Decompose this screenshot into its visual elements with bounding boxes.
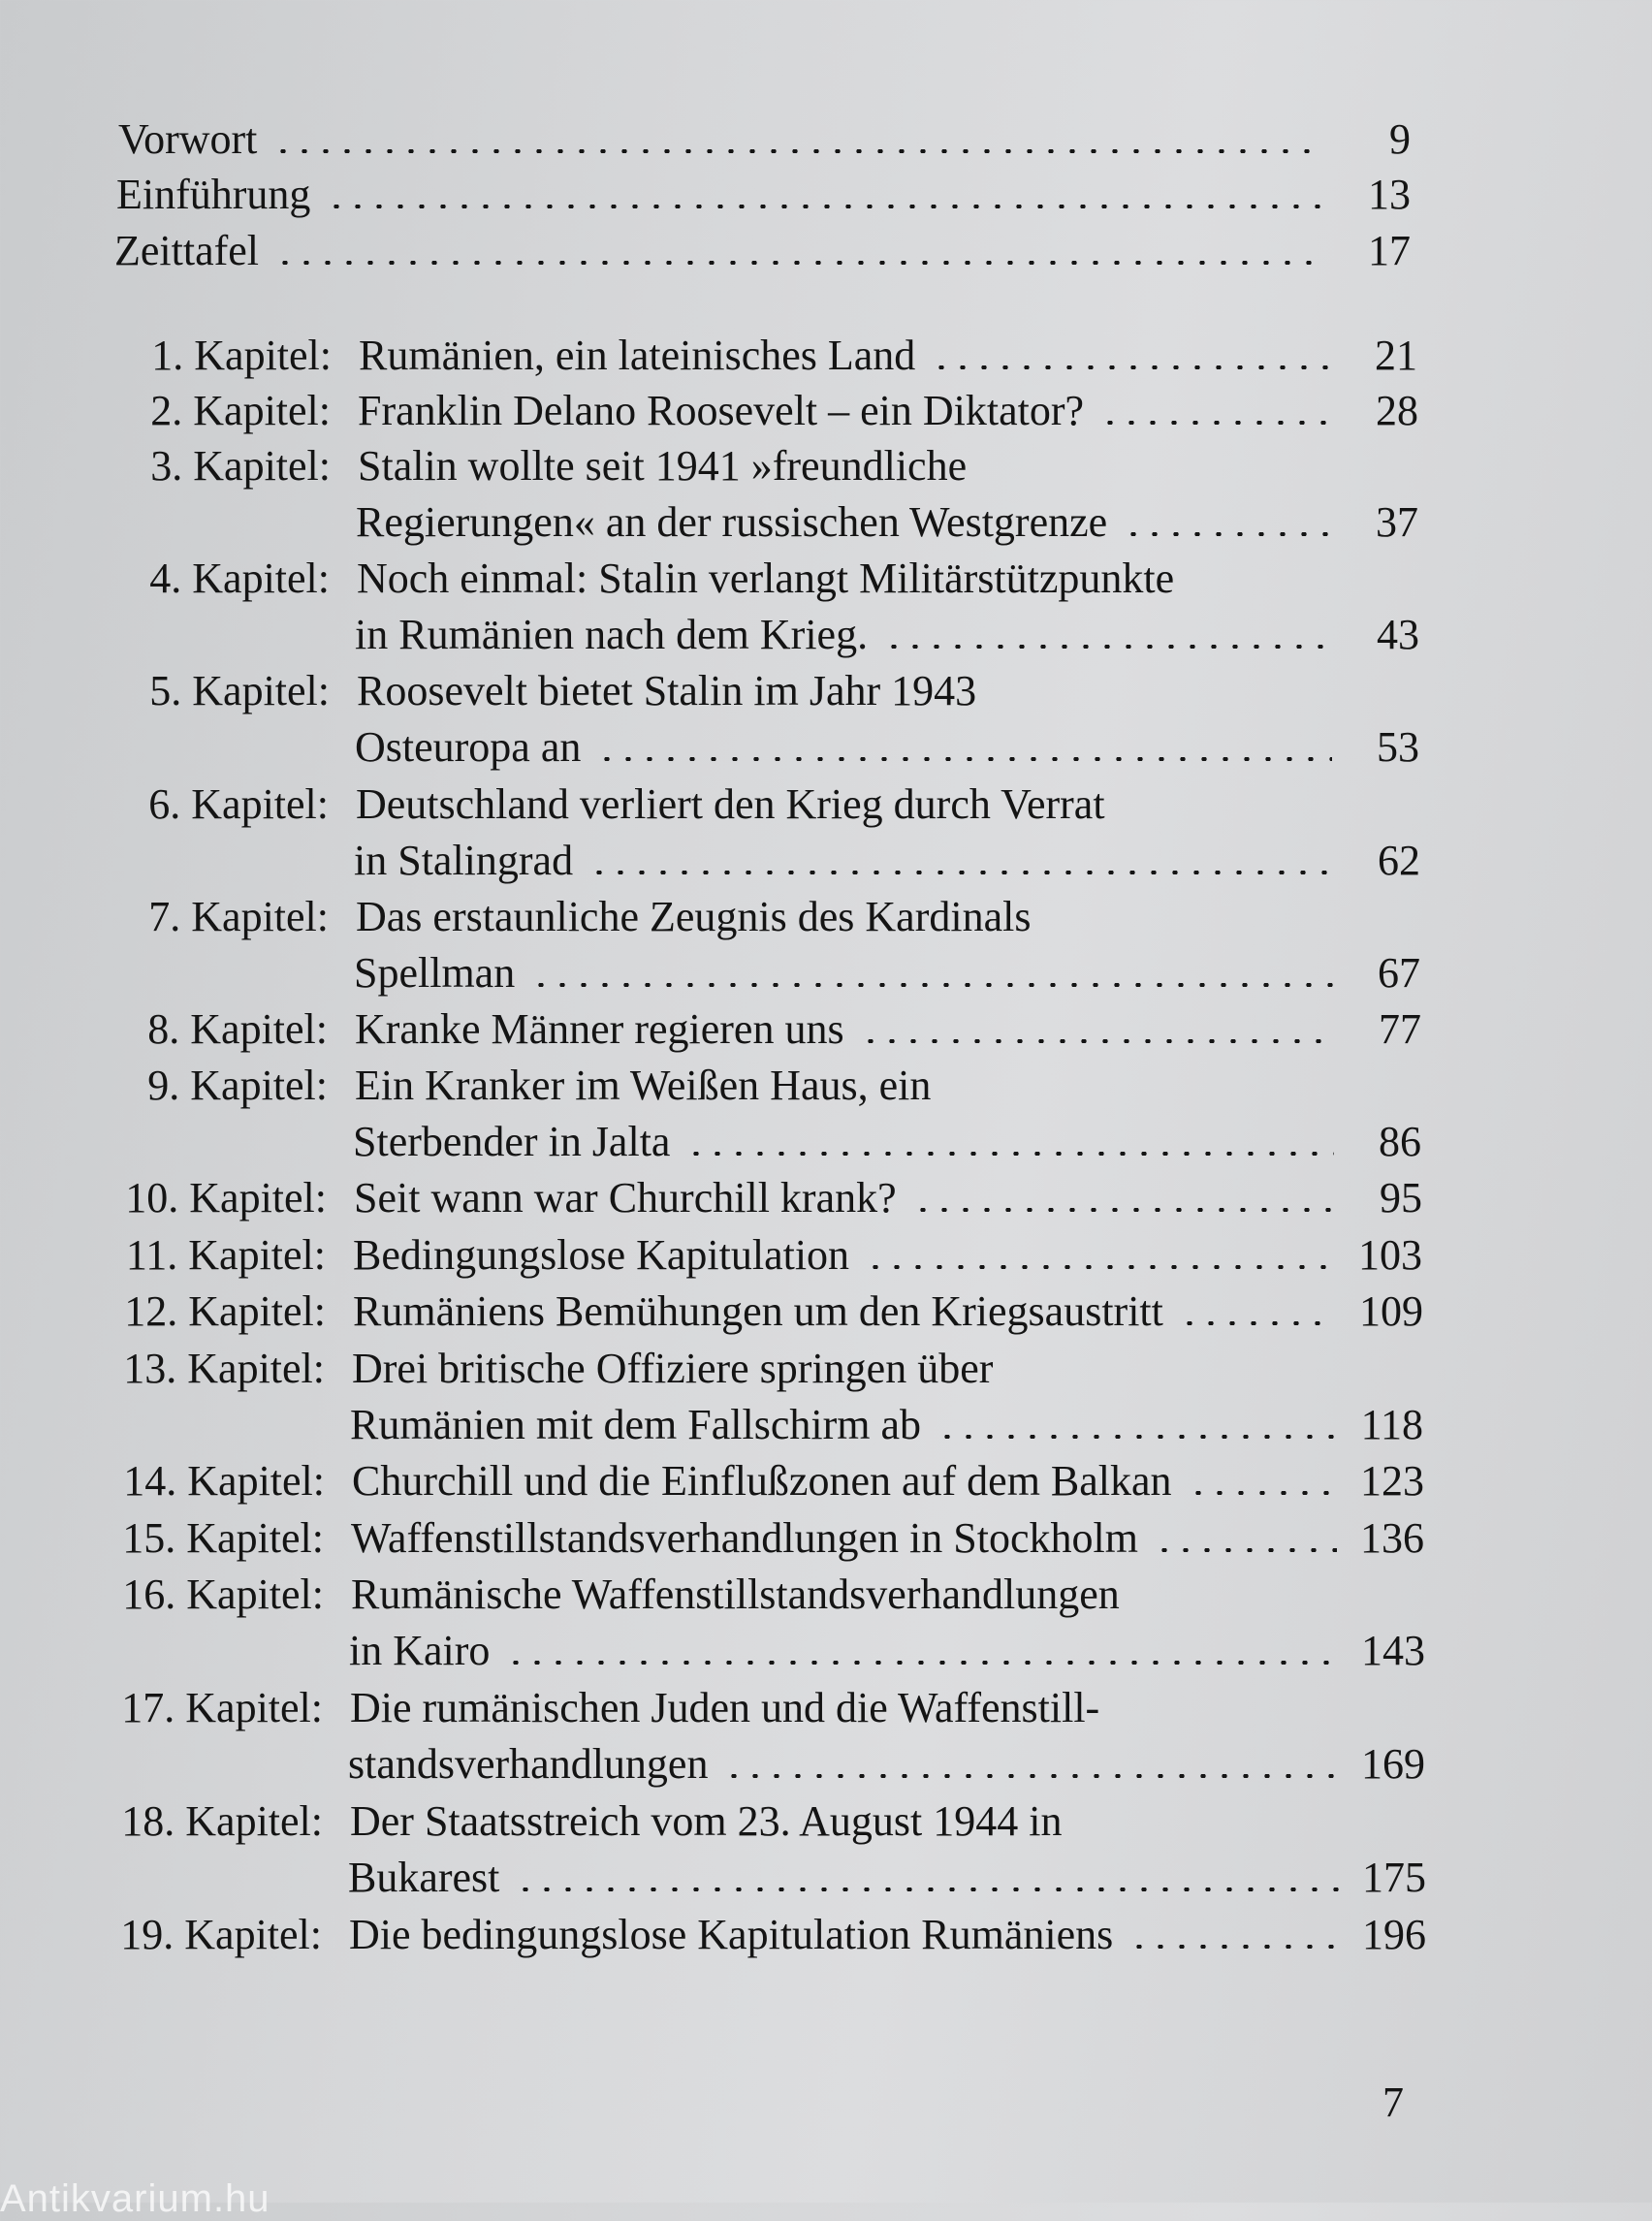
chapter-entry: [354, 1172, 1422, 1224]
chapter-page-number: 123: [1360, 1457, 1424, 1505]
chapter-entry: [352, 1455, 1424, 1507]
entry-title: Vorwort: [118, 115, 258, 163]
chapter-title-line: Osteuropa an: [355, 723, 582, 771]
chapter-title-line: Das erstaunliche Zeugnis des Kardinals: [356, 893, 1032, 940]
chapter-entry: [353, 1229, 1422, 1282]
chapter-label: 14. Kapitel:: [123, 1457, 325, 1505]
chapter-title-line: Sterbender in Jalta: [353, 1118, 671, 1165]
dot-leader: [272, 149, 1323, 153]
chapter-title-line: in Kairo: [349, 1627, 491, 1674]
chapter-label: 1. Kapitel:: [151, 332, 332, 379]
chapter-title-line: Stalin wollte seit 1941 »freundliche: [358, 442, 968, 490]
chapter-page-number: 169: [1361, 1740, 1425, 1788]
dot-leader: [588, 871, 1333, 874]
chapter-title-line: Noch einmal: Stalin verlangt Militärstützpunkte: [357, 555, 1175, 602]
chapter-title-line: in Stalingrad: [354, 837, 574, 884]
dot-leader: [912, 1208, 1335, 1212]
chapter-entry: [351, 1512, 1424, 1565]
chapter-title-line: Rumänische Waffenstillstandsverhandlungen: [351, 1571, 1120, 1618]
chapter-title-line: standsverhandlungen: [348, 1740, 709, 1788]
chapter-label: 4. Kapitel:: [149, 555, 330, 602]
chapter-label: 3. Kapitel:: [150, 442, 331, 490]
chapter-page-number: 136: [1360, 1514, 1424, 1562]
chapter-page-number: 28: [1376, 387, 1418, 434]
dot-leader: [1179, 1321, 1336, 1325]
front-matter-entry: [118, 113, 1411, 166]
dot-leader: [1099, 421, 1331, 425]
chapter-title-line: Rumäniens Bemühungen um den Kriegsaustritt: [353, 1287, 1163, 1335]
chapter-label: 17. Kapitel:: [121, 1684, 323, 1731]
chapter-title-line: Franklin Delano Roosevelt – ein Diktator?: [358, 387, 1085, 434]
entry-title: Einführung: [116, 171, 311, 218]
chapter-label: 12. Kapitel:: [124, 1287, 326, 1335]
chapter-entry: [348, 1738, 1425, 1791]
dot-leader: [505, 1661, 1338, 1665]
chapter-title-line: Deutschland verliert den Krieg durch Verrat: [356, 780, 1105, 828]
chapter-title-line: Seit wann war Churchill krank?: [354, 1174, 897, 1222]
chapter-entry: [355, 609, 1419, 661]
page-number: 7: [1382, 2078, 1404, 2126]
dot-leader: [860, 1039, 1334, 1043]
chapter-label: 6. Kapitel:: [148, 780, 329, 828]
front-matter-entry: [116, 169, 1411, 221]
dot-leader: [1123, 532, 1331, 536]
chapter-entry: [356, 496, 1418, 549]
chapter-label: 9. Kapitel:: [147, 1062, 328, 1109]
chapter-title-line: Rumänien mit dem Fallschirm ab: [350, 1401, 922, 1448]
chapter-page-number: 37: [1376, 498, 1418, 546]
entry-page-number: 13: [1368, 171, 1411, 218]
chapter-entry: [359, 330, 1417, 382]
chapter-label: 15. Kapitel:: [122, 1514, 324, 1562]
chapter-label: 18. Kapitel:: [121, 1797, 323, 1845]
chapter-title-line: Spellman: [354, 949, 516, 997]
chapter-page-number: 53: [1377, 723, 1419, 771]
dot-leader: [326, 205, 1323, 208]
chapter-page-number: 77: [1379, 1005, 1421, 1053]
chapter-title-line: Ein Kranker im Weißen Haus, ein: [355, 1062, 932, 1109]
dot-leader: [685, 1152, 1334, 1156]
dot-leader: [596, 757, 1332, 761]
chapter-entry: [355, 1003, 1421, 1056]
dot-leader: [515, 1888, 1339, 1891]
dot-leader: [865, 1265, 1335, 1269]
dot-leader: [1188, 1491, 1337, 1495]
dot-leader: [931, 365, 1330, 369]
front-matter-entry: [114, 225, 1411, 277]
chapter-title-line: Churchill und die Einflußzonen auf dem Balkan: [352, 1457, 1172, 1505]
chapter-page-number: 43: [1377, 611, 1419, 658]
chapter-page-number: 175: [1362, 1854, 1426, 1901]
dot-leader: [937, 1435, 1336, 1439]
chapter-page-number: 143: [1361, 1627, 1425, 1674]
chapter-entry: [353, 1285, 1423, 1338]
chapter-title-line: Rumänien, ein lateinisches Land: [359, 332, 916, 379]
chapter-page-number: 118: [1360, 1401, 1423, 1448]
chapter-page-number: 196: [1362, 1911, 1426, 1958]
chapter-title-line: Regierungen« an der russischen Westgrenze: [356, 498, 1108, 546]
chapter-page-number: 86: [1379, 1118, 1421, 1165]
chapter-label: 11. Kapitel:: [125, 1231, 326, 1279]
dot-leader: [274, 261, 1323, 265]
chapter-entry: [353, 1116, 1421, 1168]
entry-page-number: 9: [1389, 115, 1411, 163]
chapter-title-line: Drei britische Offiziere springen über: [352, 1345, 994, 1392]
chapter-entry: [358, 385, 1418, 437]
chapter-page-number: 21: [1375, 332, 1417, 379]
dot-leader: [723, 1774, 1338, 1778]
chapter-label: 7. Kapitel:: [148, 893, 329, 940]
chapter-page-number: 67: [1378, 949, 1420, 997]
dot-leader: [883, 645, 1332, 649]
chapter-entry: [349, 1909, 1426, 1961]
chapter-page-number: 95: [1380, 1174, 1422, 1222]
chapter-label: 16. Kapitel:: [122, 1571, 324, 1618]
chapter-title-line: Der Staatsstreich vom 23. August 1944 in: [350, 1797, 1063, 1845]
chapter-title-line: Kranke Männer regieren uns: [355, 1005, 844, 1053]
chapter-label: 8. Kapitel:: [147, 1005, 328, 1053]
dot-leader: [1154, 1548, 1337, 1552]
entry-title: Zeittafel: [114, 227, 260, 274]
chapter-label: 19. Kapitel:: [120, 1911, 322, 1958]
chapter-label: 2. Kapitel:: [150, 387, 331, 434]
chapter-entry: [355, 721, 1419, 774]
dot-leader: [530, 983, 1333, 987]
chapter-page-number: 103: [1358, 1231, 1422, 1279]
chapter-entry: [354, 835, 1420, 887]
dot-leader: [1128, 1945, 1339, 1949]
chapter-title-line: Bukarest: [348, 1854, 500, 1901]
chapter-title-line: Roosevelt bietet Stalin im Jahr 1943: [357, 667, 977, 714]
chapter-entry: [350, 1399, 1423, 1451]
chapter-page-number: 109: [1359, 1287, 1423, 1335]
chapter-title-line: Die rumänischen Juden und die Waffenstill-: [350, 1684, 1100, 1731]
chapter-title-line: Bedingungslose Kapitulation: [353, 1231, 850, 1279]
chapter-title-line: in Rumänien nach dem Krieg.: [355, 611, 869, 658]
chapter-title-line: Die bedingungslose Kapitulation Rumäniens: [349, 1911, 1114, 1958]
chapter-label: 13. Kapitel:: [123, 1345, 325, 1392]
watermark: Antikvarium.hu: [0, 2177, 270, 2220]
chapter-entry: [354, 947, 1420, 999]
chapter-title-line: Waffenstillstandsverhandlungen in Stockholm: [351, 1514, 1138, 1562]
chapter-label: 5. Kapitel:: [149, 667, 330, 714]
entry-page-number: 17: [1368, 227, 1411, 274]
chapter-entry: [349, 1625, 1425, 1677]
chapter-label: 10. Kapitel:: [125, 1174, 327, 1222]
chapter-entry: [348, 1852, 1426, 1904]
chapter-page-number: 62: [1378, 837, 1420, 884]
